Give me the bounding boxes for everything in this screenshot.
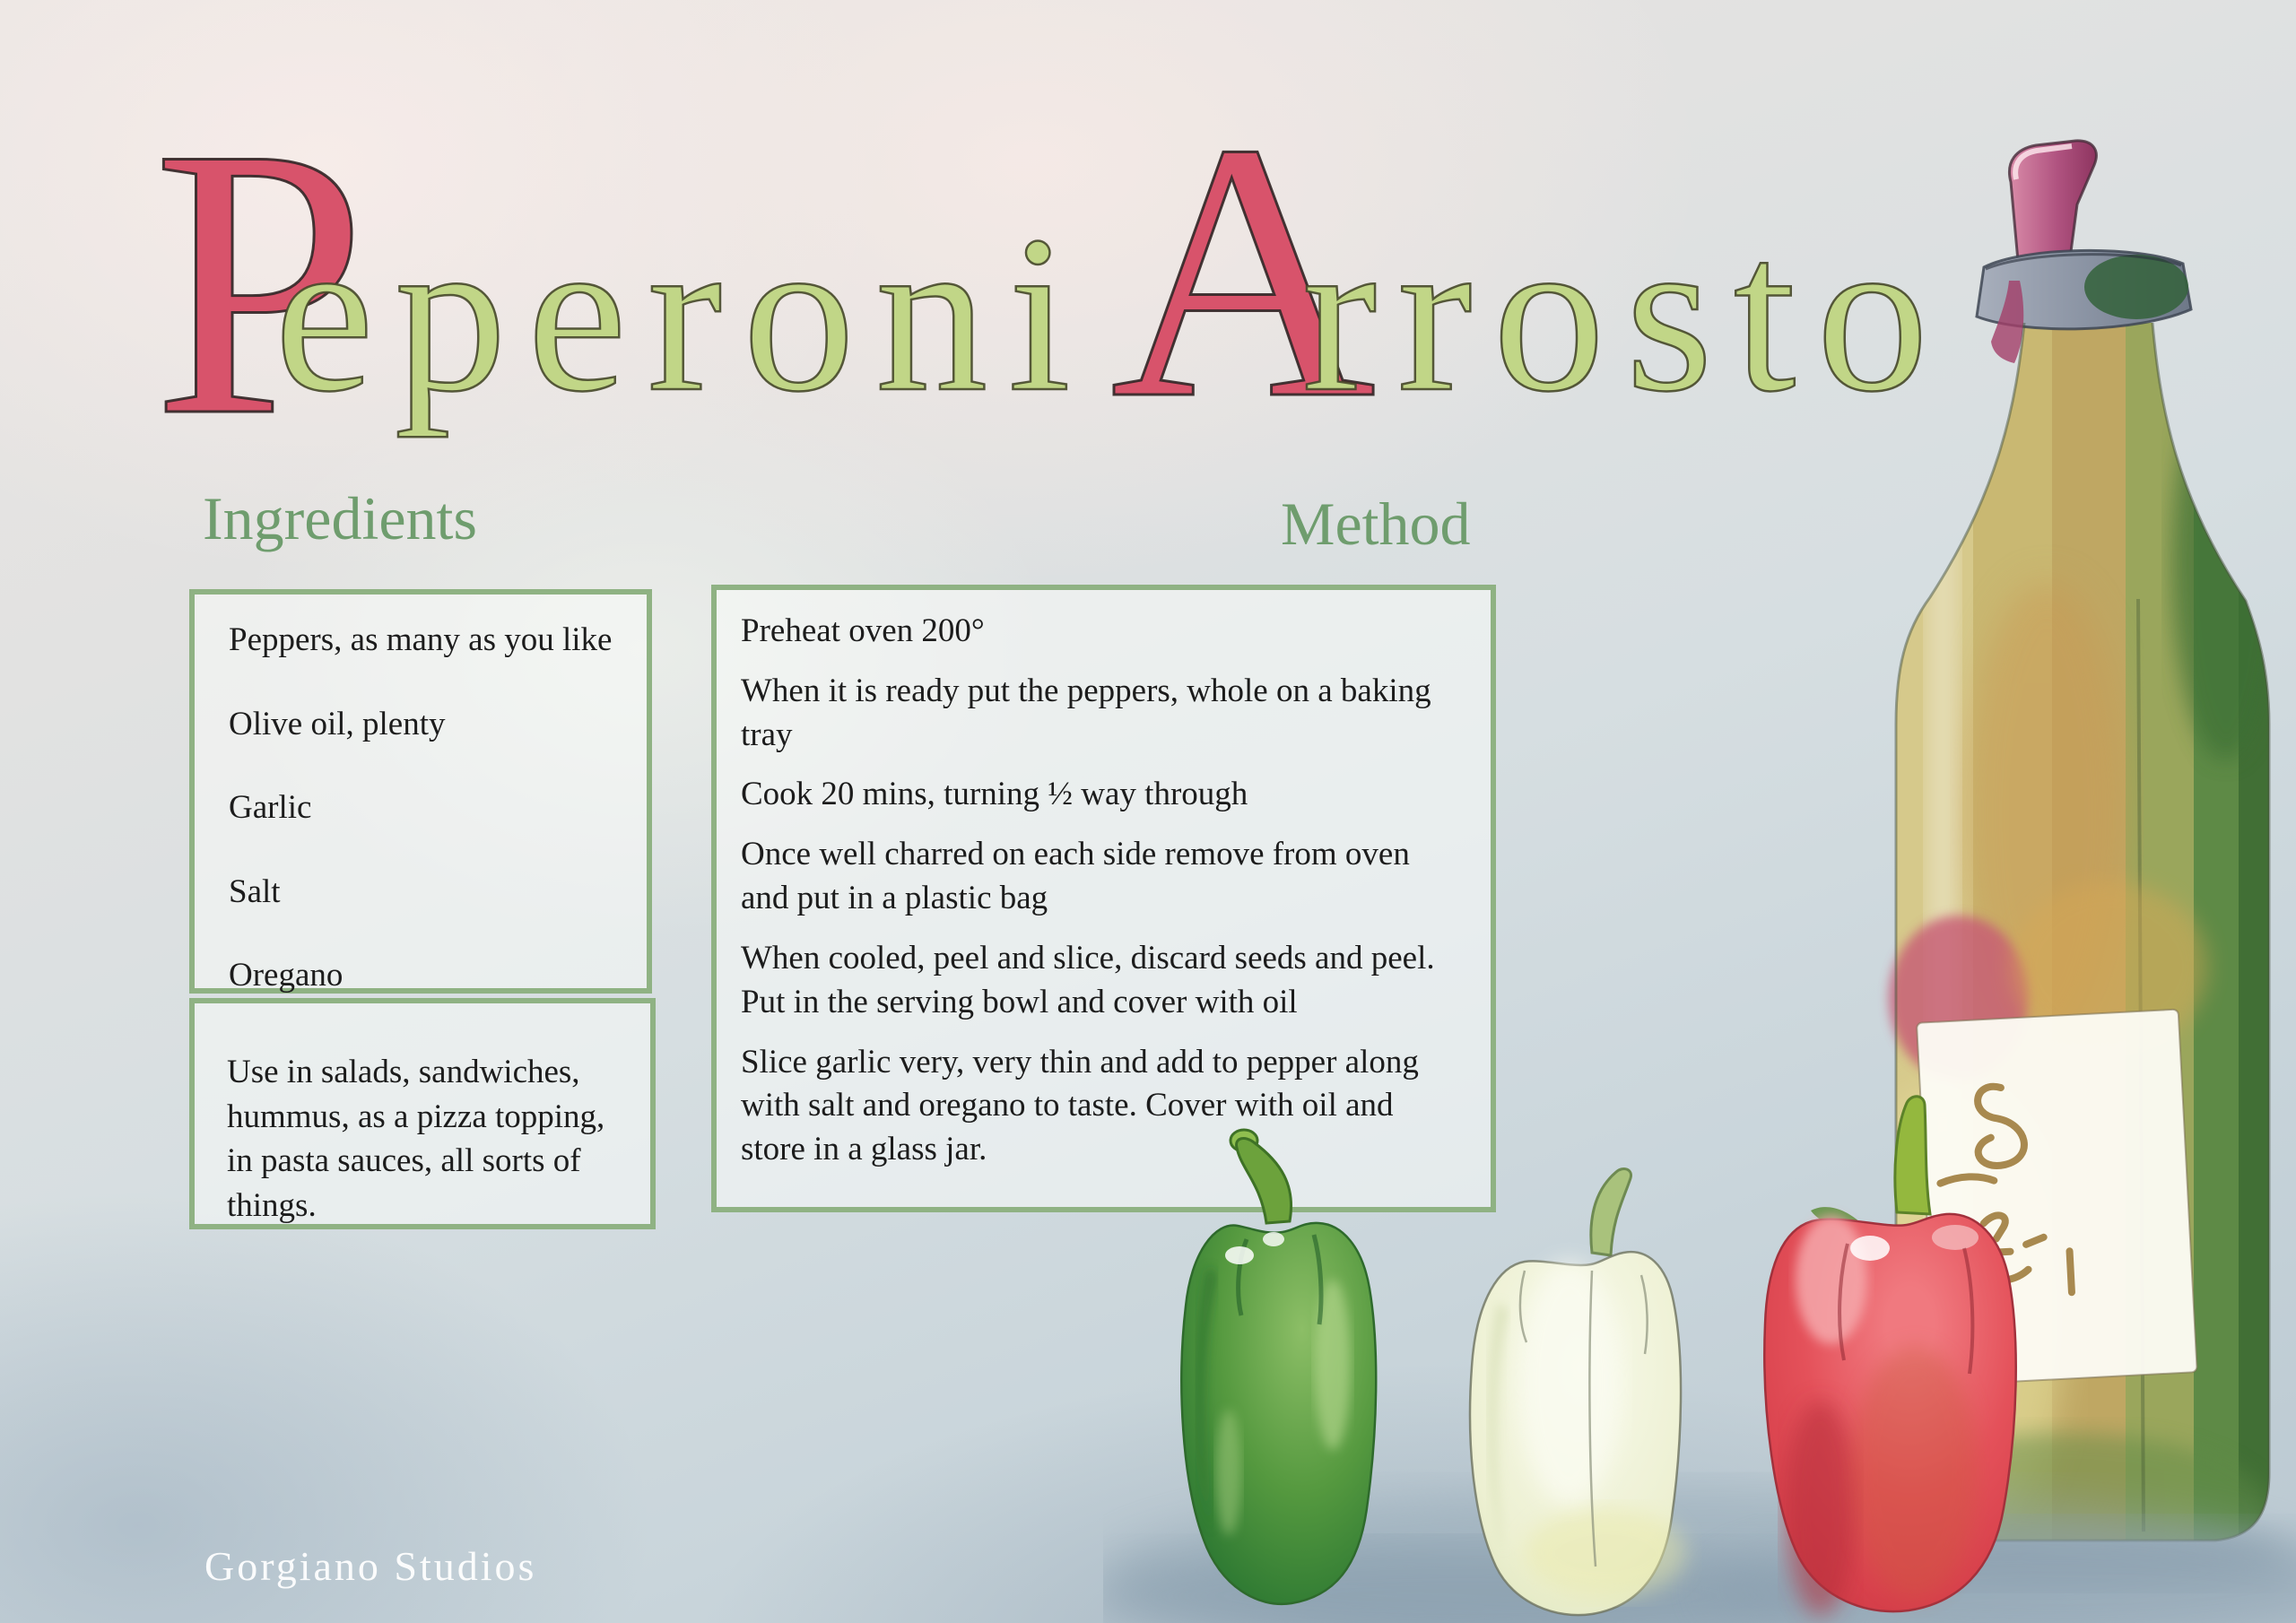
white-pepper-stem	[1591, 1168, 1631, 1255]
method-step: Preheat oven 200°	[741, 612, 985, 649]
ingredient-item: Oregano	[229, 957, 344, 994]
ingredients-box	[189, 589, 652, 994]
peppers-illustration	[1103, 1087, 2296, 1623]
ingredient-item: Peppers, as many as you like	[229, 621, 613, 658]
method-heading: Method	[1281, 490, 1471, 558]
method-step: Once well charred on each side remove from oven and put in a plastic bag	[741, 836, 1410, 917]
ingredient-item: Garlic	[229, 789, 312, 827]
method-step: Slice garlic very, very thin and add to pepper along with salt and oregano to taste. Cover with oil and store in a glass jar.	[741, 1043, 1419, 1168]
title-word1-rest: eperoni	[274, 190, 1091, 438]
title-initial-a: A	[1110, 67, 1377, 474]
ingredient-item: Olive oil, plenty	[229, 705, 446, 742]
usage-note-text: Use in salads, sandwiches, hummus, as a pizza topping, in pasta sauces, all sorts of things.	[227, 1054, 605, 1224]
ingredient-item: Salt	[229, 872, 281, 910]
method-step: Cook 20 mins, turning ½ way through	[741, 776, 1248, 813]
ingredients-heading: Ingredients	[203, 484, 477, 552]
bottle-pour-spout	[2009, 141, 2096, 265]
green-pepper-illustration	[1181, 1130, 1376, 1604]
method-step: When cooled, peel and slice, discard seeds and peel. Put in the serving bowl and cover with oil	[741, 939, 1435, 1020]
title-word2-rest: rrosto	[1302, 190, 1950, 438]
green-pepper-stem	[1237, 1138, 1292, 1223]
method-step: When it is ready put the peppers, whole on a baking tray	[741, 672, 1431, 753]
title-initial-p: P	[152, 69, 368, 496]
usage-note-box	[189, 998, 656, 1229]
red-pepper-stem	[1895, 1097, 1930, 1214]
red-pepper-illustration	[1764, 1097, 2015, 1616]
studio-credit: Gorgiano Studios	[204, 1543, 537, 1589]
white-pepper-illustration	[1470, 1168, 1686, 1615]
